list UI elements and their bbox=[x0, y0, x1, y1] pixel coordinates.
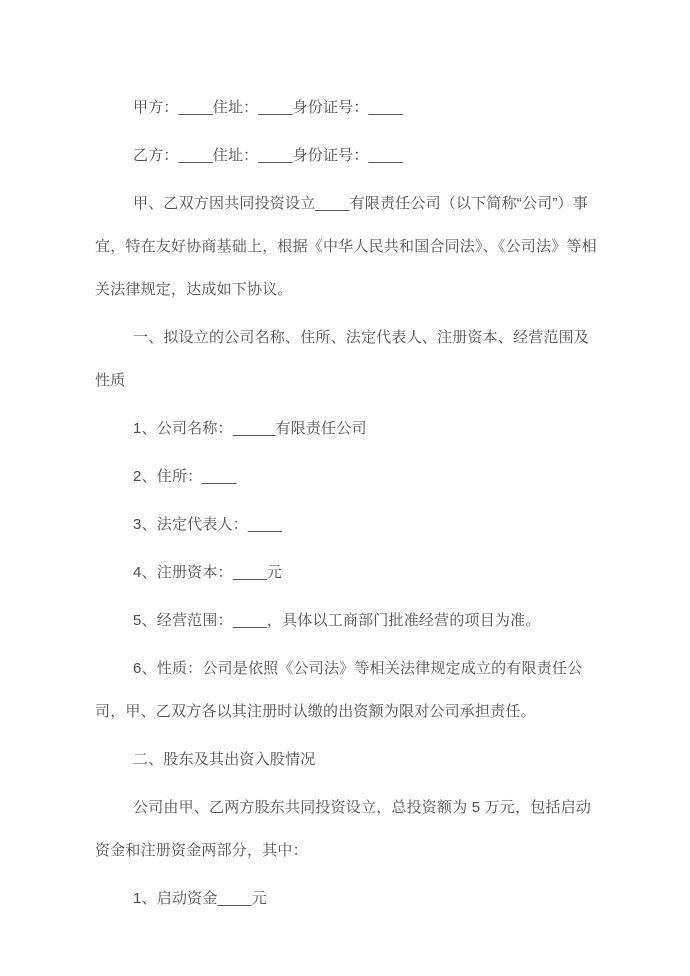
item-company-nature: 6、性质：公司是依照《公司法》等相关法律规定成立的有限责任公司，甲、乙双方各以其注册时认缴的出资额为限对公司承担责任。 bbox=[95, 660, 583, 720]
preamble-paragraph: 甲、乙双方因共同投资设立____有限责任公司（以下简称“公司”）事宜，特在友好协商基础上，根据《中华人民共和国合同法》、《公司法》等相关法律规定，达成如下协议。 bbox=[95, 195, 597, 298]
item-business-scope: 5、经营范围：____，具体以工商部门批准经营的项目为准。 bbox=[133, 612, 541, 629]
section-2-heading: 二、股东及其出资入股情况 bbox=[133, 751, 316, 768]
item-startup-capital: 1、启动资金____元 bbox=[133, 890, 267, 907]
section-1-heading: 一、拟设立的公司名称、住所、法定代表人、注册资本、经营范围及性质 bbox=[95, 329, 590, 389]
party-b-line: 乙方：____住址：____身份证号：____ bbox=[133, 147, 403, 164]
party-a-line: 甲方：____住址：____身份证号：____ bbox=[133, 99, 403, 116]
item-address: 2、住所：____ bbox=[133, 468, 237, 485]
item-company-name: 1、公司名称：_____有限责任公司 bbox=[133, 420, 367, 437]
item-registered-capital: 4、注册资本：____元 bbox=[133, 564, 283, 581]
item-legal-rep: 3、法定代表人：____ bbox=[133, 516, 283, 533]
investment-overview: 公司由甲、乙两方股东共同投资设立，总投资额为 5 万元，包括启动资金和注册资金两部分，其中： bbox=[95, 799, 592, 859]
